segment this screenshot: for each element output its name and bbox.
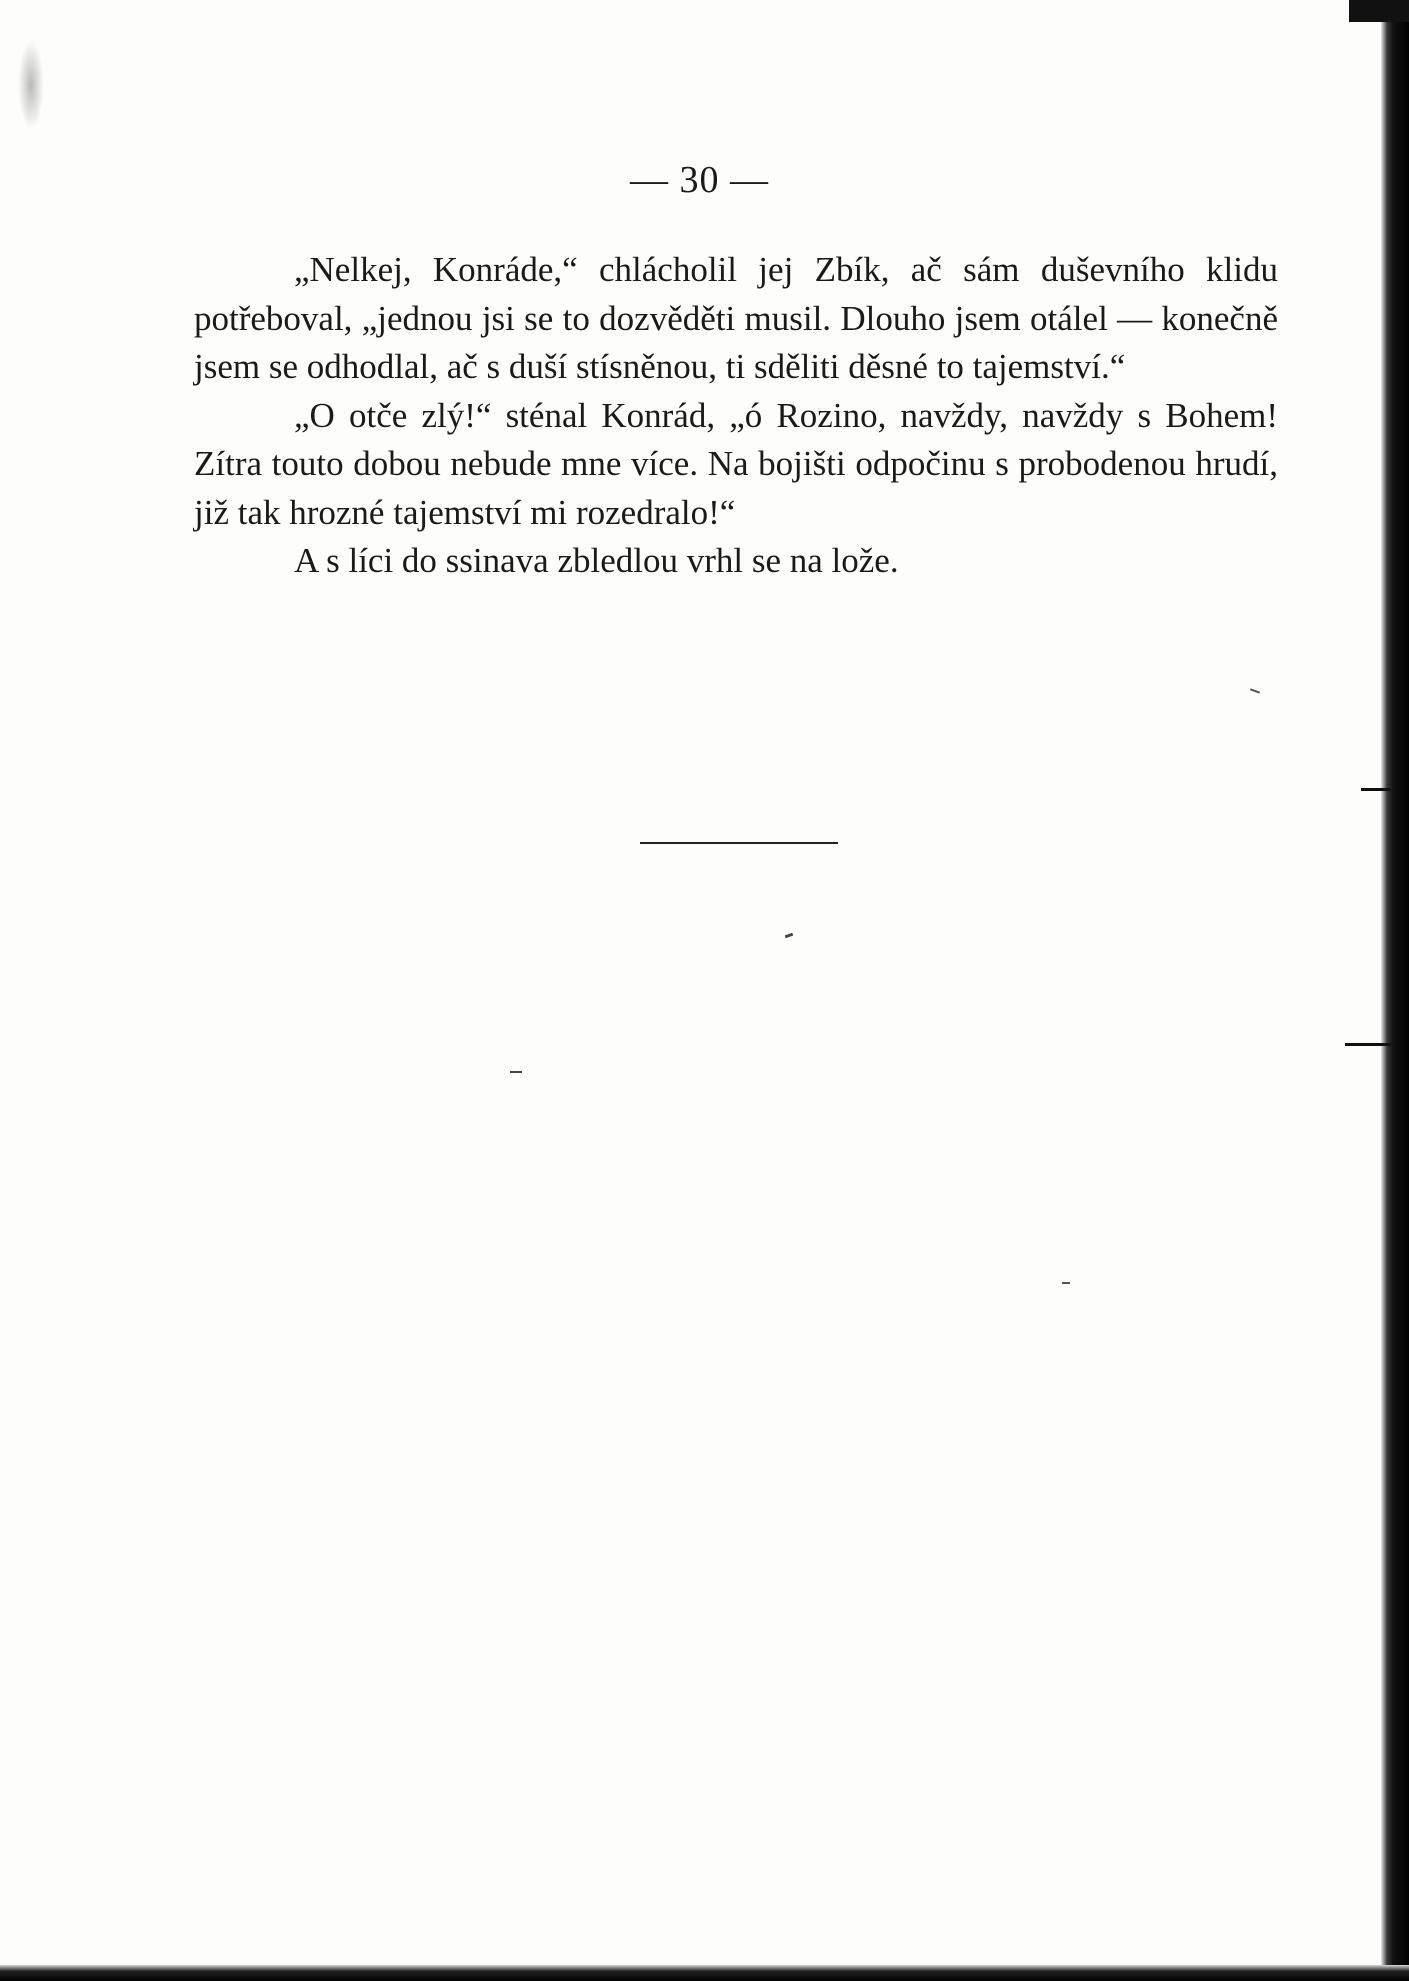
- section-end-rule: [640, 842, 838, 844]
- speck-mark: [510, 1071, 522, 1073]
- body-text: [194, 246, 1278, 586]
- speck-mark: [1250, 688, 1260, 693]
- page-number: — 30 —: [630, 159, 769, 201]
- scan-smudge: [18, 40, 44, 130]
- paragraph: „Nelkej, Konráde,“ chlácholil jej Zbík, ač sám duševního klidu potřeboval, „jednou jsi se to dozvěděti musil. Dlouho jsem otálel — konečně jsem se odhodlal, ač s duší stísněnou, ti sděliti děsné to tajemství.“: [194, 250, 1278, 386]
- speck-mark: [785, 933, 794, 939]
- speck-mark: [1062, 1282, 1070, 1284]
- paragraph: „O otče zlý!“ sténal Konrád, „ó Rozino, navždy, navždy s Bohem! Zítra touto dobou nebude mne více. Na bojišti odpočinu s probodenou hrudí, již tak hrozné tajemství mi rozedralo!“: [194, 395, 1278, 532]
- margin-mark: [1345, 1043, 1391, 1046]
- binding-edge-right: [1381, 0, 1409, 1981]
- binding-edge-top: [1349, 0, 1409, 22]
- paragraph: A s líci do ssinava zbledlou vrhl se na lože.: [294, 541, 899, 580]
- margin-mark: [1361, 788, 1391, 791]
- binding-edge-bottom: [0, 1965, 1409, 1981]
